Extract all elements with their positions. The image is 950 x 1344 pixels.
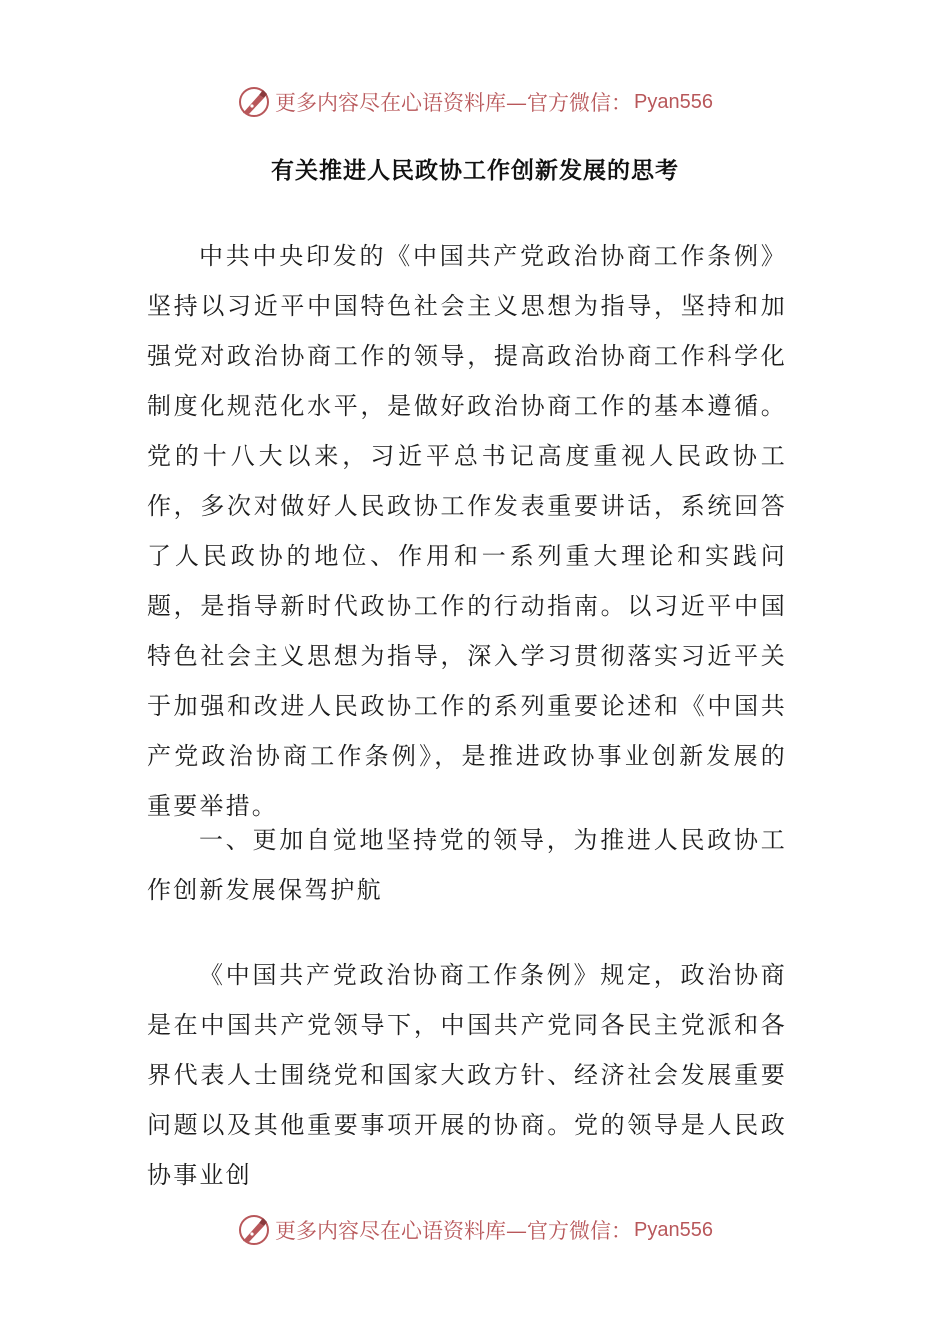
pen-nib-logo-icon xyxy=(237,1213,271,1247)
wechat-handle: Pyan556 xyxy=(634,90,713,113)
paragraph-intro: 中共中央印发的《中国共产党政治协商工作条例》坚持以习近平中国特色社会主义思想为指导，坚持和加强党对政治协商工作的领导，提高政治协商工作科学化制度化规范化水平，是做好政治协商工作的基本遵循。党的十八大以来，习近平总书记高度重视人民政协工作，多次对做好人民政协工作发表重要讲话，系统回答了人民政协的地位、作用和一系列重大理论和实践问题，是指导新时代政协工作的行动指南。以习近平中国特色社会主义思想为指导，深入学习贯彻落实习近平关于加强和改进人民政协工作的系列重要论述和《中国共产党政治协商工作条例》，是推进政协事业创新发展的重要举措。 xyxy=(147,242,787,820)
wechat-handle: Pyan556 xyxy=(634,1218,713,1241)
promo-text: 更多内容尽在心语资料库—官方微信： xyxy=(275,91,633,115)
paragraph-section-1: 《中国共产党政治协商工作条例》规定，政治协商是在中国共产党领导下，中国共产党同各民主党派和各界代表人士围绕党和国家大政方针、经济社会发展重要问题以及其他重要事项开展的协商。党的领导是人民政协事业创 xyxy=(147,961,787,1189)
pen-nib-logo-icon xyxy=(237,85,271,119)
promo-text: 更多内容尽在心语资料库—官方微信： xyxy=(275,1219,633,1243)
document-title: 有关推进人民政协工作创新发展的思考 xyxy=(271,157,679,184)
footer-banner xyxy=(0,1210,950,1250)
section-heading-1: 一、更加自觉地坚持党的领导，为推进人民政协工作创新发展保驾护航 xyxy=(147,826,787,904)
header-banner xyxy=(0,82,950,122)
